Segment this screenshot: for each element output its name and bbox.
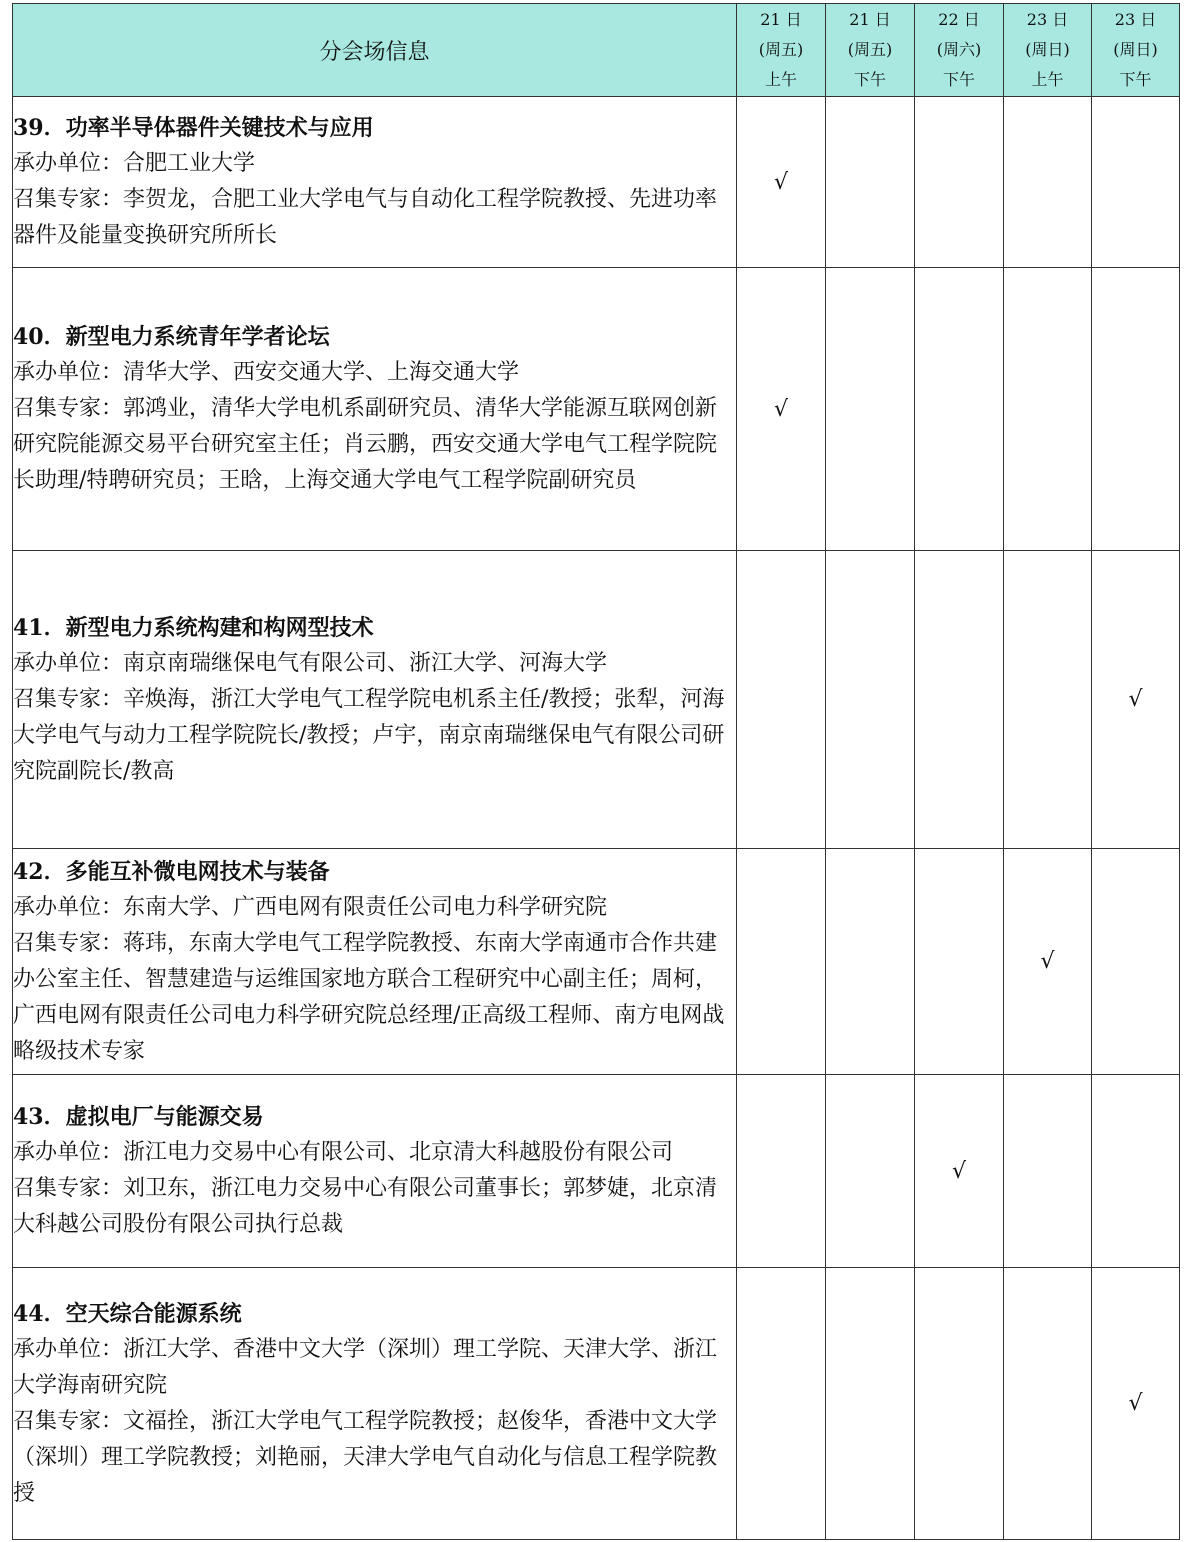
slot-date: 23 日 bbox=[1026, 10, 1069, 29]
session-title: 43．虚拟电厂与能源交易 bbox=[13, 1104, 264, 1130]
slot-weekday: (周六) bbox=[936, 40, 982, 59]
slot-cell bbox=[915, 1075, 1004, 1268]
session-info bbox=[13, 268, 737, 551]
session-info bbox=[13, 1268, 737, 1540]
slot-cell bbox=[826, 1268, 915, 1540]
slot-cell bbox=[737, 1268, 826, 1540]
session-row bbox=[13, 268, 1180, 551]
session-title: 41．新型电力系统构建和构网型技术 bbox=[13, 614, 374, 641]
slot-cell bbox=[915, 551, 1004, 849]
session-title: 40．新型电力系统青年学者论坛 bbox=[13, 324, 330, 350]
slot-cell bbox=[1004, 551, 1092, 849]
session-row bbox=[13, 1268, 1180, 1540]
slot-cell bbox=[1004, 1268, 1092, 1540]
slot-cell bbox=[826, 268, 915, 551]
slot-cell bbox=[1092, 849, 1180, 1075]
slot-date: 22 日 bbox=[938, 10, 980, 29]
slot-cell bbox=[1092, 1075, 1180, 1268]
slot-weekday: (周五) bbox=[847, 40, 893, 59]
slot-cell bbox=[1092, 1268, 1180, 1540]
slot-date: 23 日 bbox=[1114, 10, 1157, 29]
slot-period: 下午 bbox=[853, 70, 886, 89]
session-experts: 召集专家：李贺龙，合肥工业大学电气与自动化工程学院教授、先进功率器件及能量变换研究所所长 bbox=[13, 187, 718, 248]
header-title: 分会场信息 bbox=[13, 4, 737, 97]
schedule-table bbox=[12, 3, 1180, 1540]
session-experts: 召集专家：辛焕海，浙江大学电气工程学院电机系主任/教授；张犁，河海大学电气与动力工程学院院长/教授；卢宇，南京南瑞继保电气有限公司研究院副院长/教高 bbox=[13, 686, 725, 784]
header-slot bbox=[915, 4, 1004, 97]
session-list bbox=[13, 97, 1180, 1540]
session-row bbox=[13, 551, 1180, 849]
slot-cell bbox=[915, 1268, 1004, 1540]
slot-weekday: (周日) bbox=[1025, 40, 1070, 59]
session-title: 42．多能互补微电网技术与装备 bbox=[13, 858, 330, 885]
slot-cell bbox=[915, 97, 1004, 268]
session-title: 44．空天综合能源系统 bbox=[13, 1300, 242, 1327]
slot-period: 上午 bbox=[764, 70, 797, 89]
session-title: 39．功率半导体器件关键技术与应用 bbox=[13, 115, 374, 141]
check-mark-icon: √ bbox=[773, 169, 789, 195]
session-experts: 召集专家：文福拴，浙江大学电气工程学院教授；赵俊华，香港中文大学（深圳）理工学院教授；刘艳丽，天津大学电气自动化与信息工程学院教授 bbox=[13, 1408, 718, 1506]
session-info bbox=[13, 1075, 737, 1268]
slot-cell bbox=[826, 551, 915, 849]
check-mark-icon: √ bbox=[1040, 949, 1055, 974]
session-organizer: 承办单位：浙江大学、香港中文大学（深圳）理工学院、天津大学、浙江大学海南研究院 bbox=[13, 1336, 718, 1398]
slot-cell bbox=[737, 551, 826, 849]
slot-cell bbox=[1092, 97, 1180, 268]
slot-cell bbox=[737, 268, 826, 551]
session-row bbox=[13, 849, 1180, 1075]
session-row bbox=[13, 97, 1180, 268]
check-mark-icon: √ bbox=[1128, 1391, 1143, 1416]
header-slot bbox=[737, 4, 826, 97]
slot-cell bbox=[737, 849, 826, 1075]
session-experts: 召集专家：刘卫东，浙江电力交易中心有限公司董事长；郭梦婕，北京清大科越公司股份有限公司执行总裁 bbox=[13, 1176, 718, 1237]
slot-weekday: (周日) bbox=[1113, 40, 1158, 59]
header-slot bbox=[826, 4, 915, 97]
check-mark-icon: √ bbox=[773, 396, 789, 422]
slot-cell bbox=[1004, 849, 1092, 1075]
session-info bbox=[13, 849, 737, 1075]
slot-date: 21 日 bbox=[849, 10, 891, 29]
slot-period: 上午 bbox=[1031, 70, 1064, 89]
session-organizer: 承办单位：南京南瑞继保电气有限公司、浙江大学、河海大学 bbox=[13, 650, 608, 676]
header-slot bbox=[1092, 4, 1180, 97]
slot-cell bbox=[1092, 268, 1180, 551]
slot-weekday: (周五) bbox=[758, 40, 804, 59]
slot-cell bbox=[1004, 1075, 1092, 1268]
slot-cell bbox=[826, 1075, 915, 1268]
header-slot bbox=[1004, 4, 1092, 97]
slot-cell bbox=[915, 268, 1004, 551]
slot-period: 下午 bbox=[942, 70, 975, 89]
slot-cell bbox=[915, 849, 1004, 1075]
check-mark-icon: √ bbox=[951, 1158, 967, 1184]
session-organizer: 承办单位：合肥工业大学 bbox=[13, 151, 256, 176]
slot-cell bbox=[1004, 268, 1092, 551]
slot-cell bbox=[1004, 97, 1092, 268]
slot-cell bbox=[737, 1075, 826, 1268]
session-info bbox=[13, 551, 737, 849]
session-organizer: 承办单位：清华大学、西安交通大学、上海交通大学 bbox=[13, 360, 520, 385]
slot-cell bbox=[1092, 551, 1180, 849]
slot-cell bbox=[826, 97, 915, 268]
slot-date: 21 日 bbox=[760, 10, 802, 29]
slot-cell bbox=[737, 97, 826, 268]
session-experts: 召集专家：蒋玮，东南大学电气工程学院教授、东南大学南通市合作共建办公室主任、智慧建造与运维国家地方联合工程研究中心副主任；周柯，广西电网有限责任公司电力科学研究院总经理/正高级工程师、南方电网战略级技术专家 bbox=[13, 930, 725, 1064]
check-mark-icon: √ bbox=[1128, 687, 1143, 712]
session-organizer: 承办单位：东南大学、广西电网有限责任公司电力科学研究院 bbox=[13, 894, 608, 920]
session-info bbox=[13, 97, 737, 268]
slot-period: 下午 bbox=[1119, 70, 1152, 89]
header-row bbox=[13, 4, 1180, 97]
session-organizer: 承办单位：浙江电力交易中心有限公司、北京清大科越股份有限公司 bbox=[13, 1140, 674, 1165]
session-row bbox=[13, 1075, 1180, 1268]
slot-cell bbox=[826, 849, 915, 1075]
session-experts: 召集专家：郭鸿业，清华大学电机系副研究员、清华大学能源互联网创新研究院能源交易平台研究室主任；肖云鹏，西安交通大学电气工程学院院长助理/特聘研究员；王晗，上海交通大学电气工程学院副研究员 bbox=[13, 396, 718, 493]
